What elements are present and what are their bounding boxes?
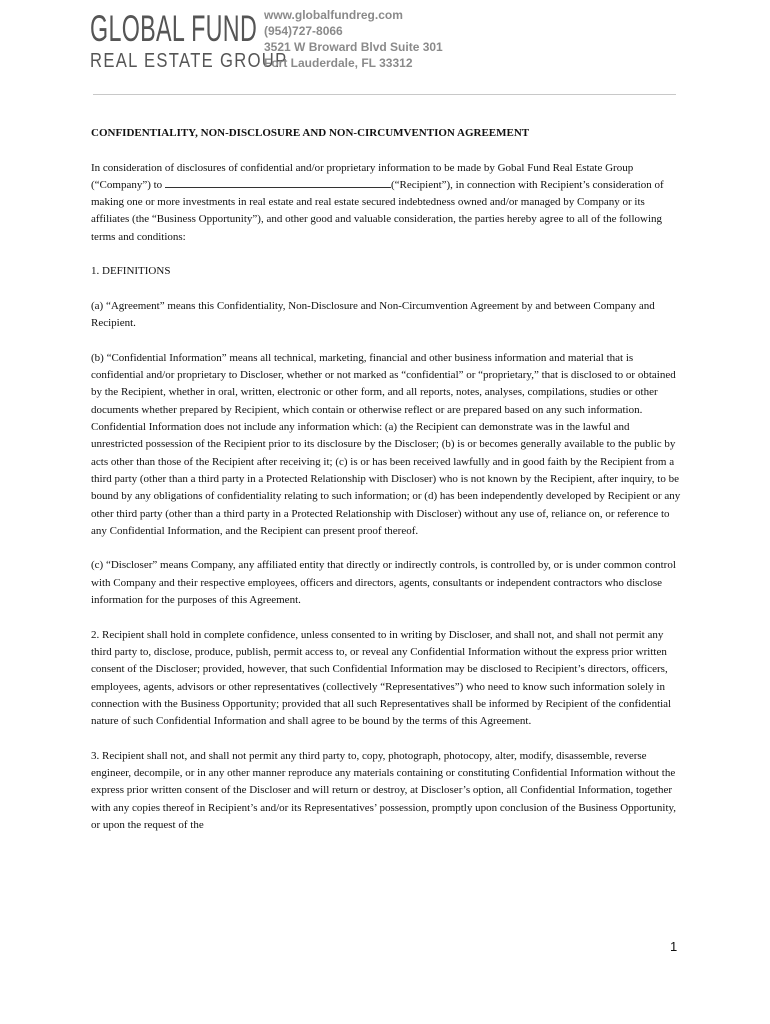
section-3: 3. Recipient shall not, and shall not permit any third party to, copy, photograph, photocopy, alter, modify, disassemble, reverse engineer, decompile, or in any other manner reproduce any materials containing or constituting Confidential Information without the express prior written consent of the Discloser and will return or destroy, at Discloser’s option, all Confidential Information, together with any copies thereof in Recipient’s and/or its Representatives’ possession, promptly upon conclusion of the Business Opportunity, or upon the request of the	[91, 749, 677, 831]
definition-c: (c) “Discloser” means Company, any affiliated entity that directly or indirectly controls, is controlled by, or is under common control with Company and their respective employees, officers and directors, agents, consultants or independent contractors who disclose information for the purposes of this Agreement.	[91, 559, 676, 607]
document-title: CONFIDENTIALITY, NON-DISCLOSURE AND NON-CIRCUMVENTION AGREEMENT	[91, 127, 530, 139]
section-1-heading: 1. DEFINITIONS	[91, 265, 171, 278]
address-line-1: 3521 W Broward Blvd Suite 301	[264, 40, 443, 54]
logo-name: GLOBAL FUND	[90, 8, 258, 49]
agreement-body	[91, 125, 681, 851]
intro-paragraph	[91, 160, 681, 246]
recipient-name-blank	[165, 177, 391, 188]
header-divider	[93, 94, 676, 95]
website-text: www.globalfundreg.com	[264, 8, 403, 22]
logo-subtitle: REAL ESTATE GROUP	[90, 50, 288, 72]
contact-block	[264, 7, 443, 71]
intro-text-2: (“Recipient”), in connection with Recipient’s consideration of making one or more investments in real estate and real estate secured indebtedness owned and/or managed by Company or its affiliates (the “Business Opportunity”), and other good and valuable consideration, the parties hereby agree to all of the following terms and conditions:	[91, 178, 664, 243]
intro-text-1: In consideration of disclosures of confidential and/or proprietary information to be made by Gobal Fund Real Estate Group (“Company”) to	[91, 161, 634, 191]
page-number: 1	[670, 939, 678, 954]
section-2: 2. Recipient shall hold in complete confidence, unless consented to in writing by Discloser, and shall not, and shall not permit any third party to, disclose, produce, publish, permit access to, or reveal any Confidential Information without the express prior written consent of the Discloser; provided, however, that such Confidential Information may be disclosed to Recipient’s directors, officers, employees, agents, advisors or other representatives (collectively “Representatives”) who need to know such information solely in connection with the Business Opportunity; provided that all such Representatives shall be informed by Recipient of the confidential nature of such Confidential Information and shall agree to be bound by the terms of this Agreement.	[91, 628, 672, 728]
phone-text: (954)727-8066	[264, 24, 343, 38]
definition-a: (a) “Agreement” means this Confidentiality, Non-Disclosure and Non-Circumvention Agreement by and between Company and Recipient.	[91, 299, 655, 330]
definition-b: (b) “Confidential Information” means all technical, marketing, financial and other business information and material that is confidential and/or proprietary to Discloser, whether or not marked as “confidential” or “proprietary,” that is disclosed to or obtained by the Recipient, whether in oral, written, electronic or other form, and all reports, notes, analyses, compilations, studies or other documents whether prepared by Recipient, which contain or otherwise reflect or are prepared based on any such information. Confidential Information does not include any information which: (a) the Recipient can demonstrate was in the lawful and unrestricted possession of the Recipient prior to its disclosure by the Discloser; (b) is or becomes generally available to the public by acts other than those of the Recipient after receiving it; (c) is or has been received lawfully and in good faith by the Recipient from a third party (other than a third party in a Protected Relationship with Discloser) who is not known by the Recipient, after inquiry, to be bound by any obligations of confidentiality relating to such information; or (d) has been independently developed by Recipient or any other third party (other than a third party in a Protected Relationship with Discloser) without any use of, reliance on, or reference to any Confidential Information, and the Recipient can present proof thereof.	[91, 351, 681, 537]
address-line-2: Fort Lauderdale, FL 33312	[264, 56, 413, 70]
